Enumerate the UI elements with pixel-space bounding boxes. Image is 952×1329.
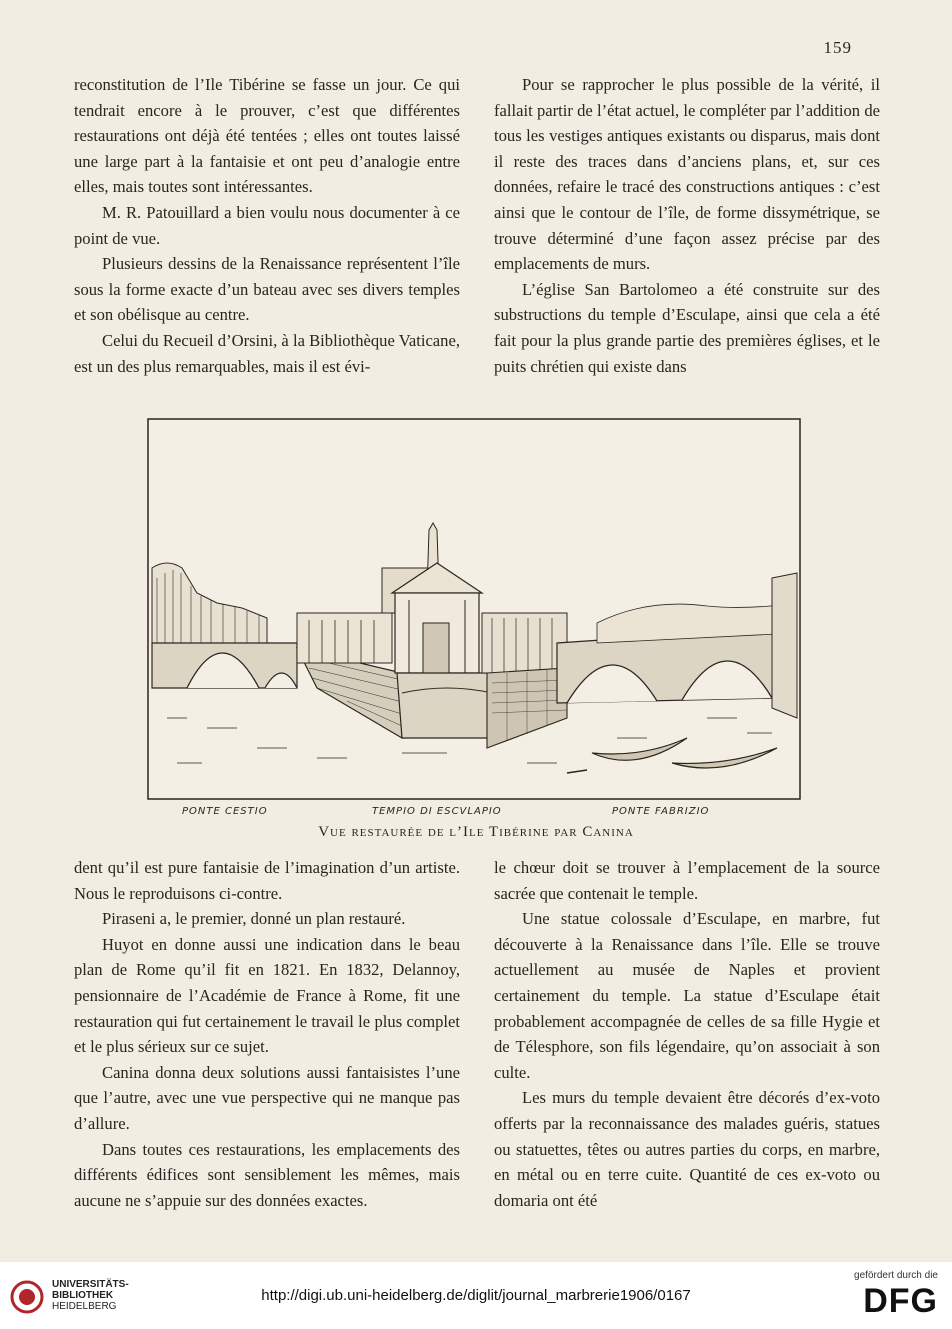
column-bottom-right <box>494 855 880 1213</box>
library-line: HEIDELBERG <box>52 1301 117 1312</box>
paragraph: reconstitution de l’Ile Tibérine se fasse un jour. Ce qui tendrait encore à le prouver, c’est que différentes restaurations ont déjà été tentées ; elles ont toutes laissé une large part à la fantaisie et ont peu d’analogie entre elles, mais toutes sont intéressantes. <box>74 75 460 197</box>
column-top-left <box>74 72 460 379</box>
paragraph: Dans toutes ces restaurations, les emplacements des différents édifices sont sensiblement les mêmes, mais aucune ne s’appuie sur des données exactes. <box>74 1139 460 1210</box>
funded-by-label: gefördert durch die <box>854 1270 938 1281</box>
paragraph: Huyot en donne aussi une indication dans le beau plan de Rome qu’il fit en 1821. En 1832, Delannoy, pensionnaire de l’Académie de France à Rome, fit une restauration qui fut certainement le travail le plus complet et le plus sérieux sur ce sujet. <box>74 934 460 1057</box>
paragraph: Piraseni a, le premier, donné un plan restauré. <box>102 909 406 929</box>
paragraph: L’église San Bartolomeo a été construite sur des substructions du temple d’Esculape, ainsi que cela a été fait pour la plus grande partie des premières églises, et le puits chrétien qui existe dans <box>494 279 880 376</box>
figure-label-tempio: TEMPIO DI ESCVLAPIO <box>372 806 502 817</box>
library-line: BIBLIOTHEK <box>52 1290 114 1301</box>
paragraph: le chœur doit se trouver à l’emplacement de la source sacrée que contenait le temple. <box>494 858 880 903</box>
paragraph: Celui du Recueil d’Orsini, à la Bibliothèque Vaticane, est un des plus remarquables, mais il est évi- <box>74 330 460 376</box>
column-top-right <box>494 72 880 379</box>
figure-label-ponte-cestio: PONTE CESTIO <box>182 806 268 817</box>
page-number: 159 <box>823 38 852 57</box>
library-line: UNIVERSITÄTS- <box>52 1279 129 1290</box>
paragraph: Plusieurs dessins de la Renaissance représentent l’île sous la forme exacte d’un bateau avec ses divers temples et son obélisque au centre. <box>74 254 460 325</box>
figure-label-ponte-fabrizio: PONTE FABRIZIO <box>612 806 710 817</box>
paragraph: Une statue colossale d’Esculape, en marbre, fut découverte à la Renaissance dans l’île. Elle se trouve actuellement au musée de Naples et provient certainement du temple. La statue d’Esculape était probablement accompagnée de celles de sa fille Hygie et de Télesphore, son fils légendaire, qu’on associait à son culte. <box>494 909 880 1082</box>
dfg-logo[interactable]: DFG <box>863 1282 938 1320</box>
permalink-url[interactable]: http://digi.ub.uni-heidelberg.de/diglit/journal_marbrerie1906/0167 <box>261 1287 691 1304</box>
paragraph: dent qu’il est pure fantaisie de l’imagination d’un artiste. Nous le reproduisons ci-contre. <box>74 858 460 903</box>
island-illustration <box>147 418 801 800</box>
paragraph: M. R. Patouillard a bien voulu nous documenter à ce point de vue. <box>74 202 460 248</box>
paragraph: Canina donna deux solutions aussi fantaisistes l’une que l’autre, avec une vue perspective qui ne manque pas d’allure. <box>74 1062 460 1133</box>
column-bottom-left <box>74 855 460 1213</box>
figure-caption: Vue restaurée de l’Ile Tibérine par Canina <box>318 824 634 840</box>
paragraph: Les murs du temple devaient être décorés d’ex-voto offerts par la reconnaissance des malades guéris, statues ou statuettes, têtes ou autres parties du corps, en marbre, en métal ou en terre cuite. Quantité de ces ex-voto ou domaria ont été <box>494 1088 880 1210</box>
footer-bar <box>0 1262 952 1329</box>
paragraph: Pour se rapprocher le plus possible de la vérité, il fallait partir de l’état actuel, le compléter par l’addition de tous les vestiges antiques existants ou disparus, mais dont il reste des traces dans d’anciens plans, et, sur ces données, refaire le tracé des constructions antiques : c’est ainsi que le contour de l’île, de forme dissymétrique, se trouve déterminé d’une façon assez précise par des emplacements de murs. <box>494 75 880 274</box>
